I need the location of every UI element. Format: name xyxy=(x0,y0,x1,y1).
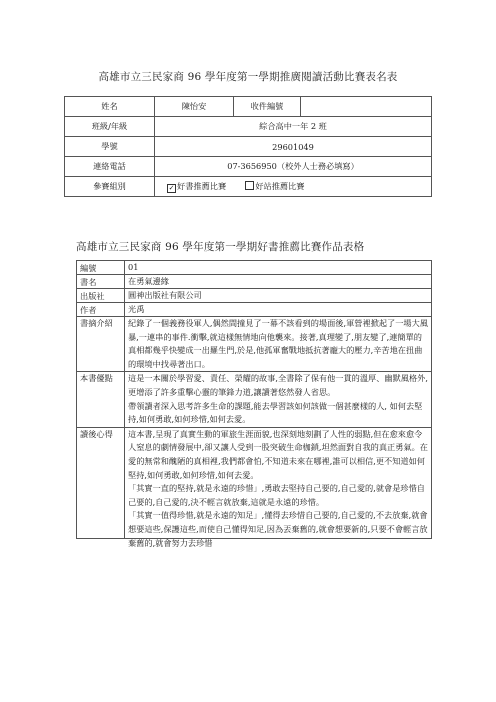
class-value[interactable]: 綜合高中一年 2 班 xyxy=(155,117,432,137)
merits-paragraph-2: 帶領讀者深入思考許多生命的課題,能去學習該如何該做一個甚麼樣的人, 如何去堅持,如何勇敢,如何珍惜,如何去愛。 xyxy=(128,400,423,425)
site-contest-label: 好站推薦比賽 xyxy=(255,180,305,191)
summary-label: 書摘介紹 xyxy=(77,317,125,372)
merits-paragraph-1: 這是一本關於學習愛、責任、榮耀的故事,全書除了保有他一貫的溫厚、幽默風格外,更增添了許多重擊心靈的筆鋒力道,讓讀著悠然發人省思。 xyxy=(128,373,428,397)
registration-table xyxy=(64,96,432,197)
book-title-value: 在勇氣邊緣 xyxy=(125,275,432,289)
receipt-number-value[interactable] xyxy=(301,97,432,117)
phone-row xyxy=(65,157,432,177)
site-contest-checkbox[interactable] xyxy=(245,181,254,190)
phone-label: 連絡電話 xyxy=(65,157,155,177)
book-title-row xyxy=(77,275,432,289)
student-number-value[interactable]: 29601049 xyxy=(155,137,432,157)
class-label: 班級/年級 xyxy=(65,117,155,137)
form-title: 高雄市立三民家商 96 學年度第一學期推廣閱讀活動比賽表名表 xyxy=(98,71,398,83)
publisher-row xyxy=(77,289,432,303)
summary-cell xyxy=(125,317,432,372)
summary-row xyxy=(77,317,432,372)
thoughts-cell xyxy=(125,427,432,548)
thoughts-paragraph-1: 這本書,呈現了真實生動的軍旅生涯面貌,也深刻地刻劃了人性的弱點,但在愈來愈令人窒息的劇情發展中,卻又讓人受到一股突破生命枷鎖,坦然面對自我的真正勇氣。在愛的無常和醜陋的真相裡,我們都會怕,不知道未來在哪裡,誰可以相信,更不知道如何堅持,如何勇敢,如何珍惜,如何去愛。 xyxy=(128,428,428,480)
book-contest-label: 好書推薦比賽 xyxy=(177,180,227,191)
thoughts-paragraph-3: 「其實一值得珍惜,就是永遠的知足」,懂得去珍惜自己要的,自己愛的,不去放棄,就會想要這些,保護這些,而使自己懂得知足,因為丟棄舊的,就會想要新的,只要不會輕言放棄舊的,就會努力去珍惜 xyxy=(128,510,428,548)
group-row xyxy=(65,177,432,197)
publisher-value: 圓神出版社有限公司 xyxy=(125,289,432,303)
name-label: 姓名 xyxy=(65,97,155,117)
receipt-number-label: 收件編號 xyxy=(234,97,301,117)
entry-number-label: 編號 xyxy=(77,261,125,275)
thoughts-paragraph-3-clip xyxy=(128,509,428,548)
book-contest-checkbox[interactable]: ✓ xyxy=(168,183,175,192)
entry-number-value: 01 xyxy=(125,261,432,275)
work-table-title: 高雄市立三民家商 96 學年度第一學期好書推薦比賽作品表格 xyxy=(76,241,365,253)
author-value: 光禹 xyxy=(125,303,432,317)
book-title-label: 書名 xyxy=(77,275,125,289)
student-number-row xyxy=(65,137,432,157)
phone-value[interactable]: 07-3656950（校外人士務必填寫） xyxy=(155,157,432,177)
thoughts-label: 讀後心得 xyxy=(77,427,125,539)
author-label: 作者 xyxy=(77,303,125,317)
group-label: 參賽組別 xyxy=(65,177,155,197)
group-options xyxy=(155,177,432,197)
class-row xyxy=(65,117,432,137)
publisher-label: 出版社 xyxy=(77,289,125,303)
name-value[interactable]: 陳怡安 xyxy=(155,97,234,117)
student-number-label: 學號 xyxy=(65,137,155,157)
book-entry-table xyxy=(76,260,432,548)
merits-row xyxy=(77,372,432,427)
merits-cell xyxy=(125,372,432,427)
thoughts-row xyxy=(77,427,432,539)
summary-text: 紀錄了一個義務役軍人,偶然間撞見了一幕不該看到的場面後,軍營裡掀起了一場大風暴,一連串的事件.衝擊,就這樣無情地向他襲來。接著,真理變了,朋友變了,連簡單的真相都幾乎快變成一出羅生門,於是,他孤軍奮戰地抵抗著龐大的壓力,辛苦地在扭曲的環境中找尋著出口。 xyxy=(128,318,428,369)
author-row xyxy=(77,303,432,317)
merits-label: 本書優點 xyxy=(77,372,125,427)
entry-number-row xyxy=(77,261,432,275)
name-row xyxy=(65,97,432,117)
thoughts-paragraph-2: 「其實一直的堅持,就是永遠的珍惜」,勇敢去堅持自己要的,自己愛的,就會是珍惜自己要的,自己愛的,決不輕言就放棄,這就是永遠的珍惜。 xyxy=(128,483,425,507)
